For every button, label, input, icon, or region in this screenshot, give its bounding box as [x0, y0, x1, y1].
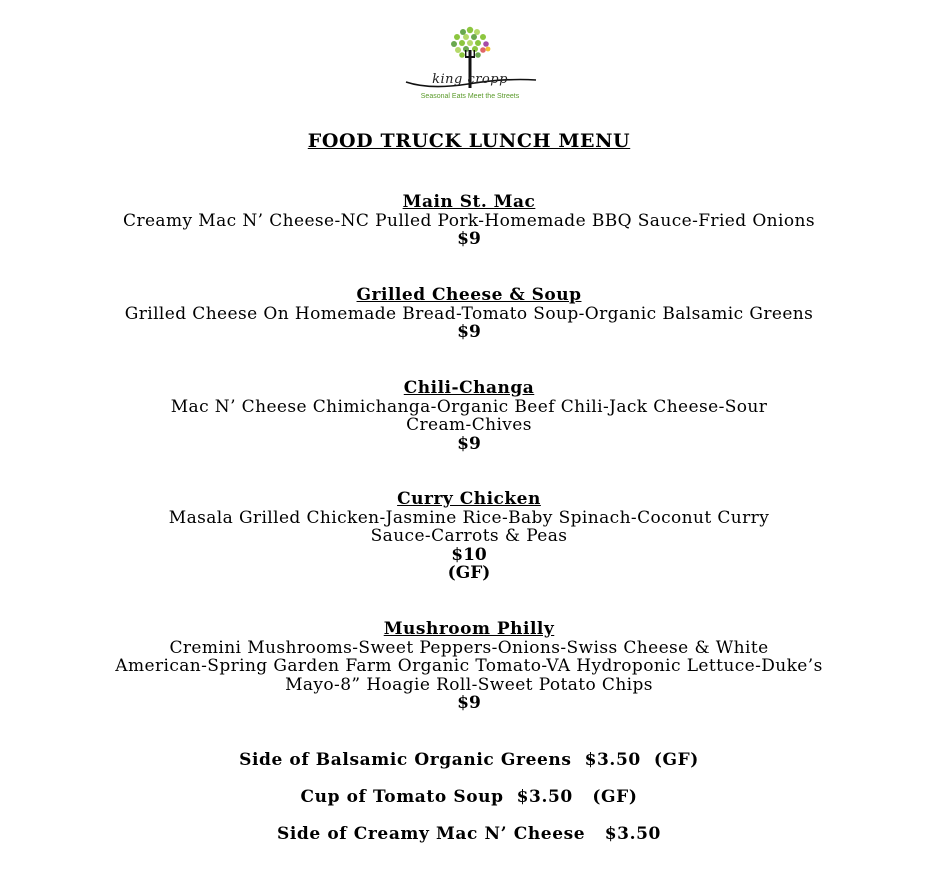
menu-item-name: Curry Chicken	[397, 489, 541, 509]
menu-item-description: Mac N’ Cheese Chimichanga-Organic Beef Chili-Jack Cheese-Sour	[170, 396, 768, 417]
menu-item-name: Chili-Changa	[403, 378, 535, 398]
menu-item-description: Sauce-Carrots & Peas	[370, 526, 568, 546]
menu-item-description: Grilled Cheese On Homemade Bread-Tomato Soup-Organic Balsamic Greens	[124, 303, 814, 324]
logo	[400, 20, 540, 106]
menu-item-name: Grilled Cheese & Soup	[356, 285, 582, 305]
menu-item-description: American-Spring Garden Farm Organic Tomato-VA Hydroponic Lettuce-Duke’s	[115, 656, 823, 676]
logo-tagline: Seasonal Eats Meet the Streets	[420, 93, 520, 100]
logo-brand-text: king cropp	[432, 72, 508, 87]
menu-item-price: $9	[457, 322, 481, 342]
side-item: Cup of Tomato Soup $3.50 (GF)	[300, 787, 638, 807]
menu-item	[0, 286, 938, 342]
menu-title: FOOD TRUCK LUNCH MENU	[307, 130, 631, 152]
menu-item-description: Cream-Chives	[406, 415, 532, 435]
menu-item	[0, 490, 938, 583]
menu-item	[0, 193, 938, 249]
gluten-free-note: (GF)	[447, 563, 491, 583]
menu-item	[0, 379, 938, 453]
side-item: Side of Balsamic Organic Greens $3.50 (GF)	[239, 750, 699, 770]
menu-item-price: $9	[457, 229, 481, 249]
menu-item-name: Main St. Mac	[402, 192, 536, 212]
menu-item-price: $9	[457, 693, 481, 713]
menu-item-price: $10	[451, 544, 487, 565]
menu-item	[0, 620, 938, 713]
menu-item-name: Mushroom Philly	[383, 619, 555, 639]
menu-item-description: Masala Grilled Chicken-Jasmine Rice-Baby Spinach-Coconut Curry	[168, 507, 770, 528]
menu-item-description: Cremini Mushrooms-Sweet Peppers-Onions-Swiss Cheese & White	[169, 637, 769, 658]
side-item: Side of Creamy Mac N’ Cheese $3.50	[276, 824, 661, 844]
menu-item-description: Mayo-8” Hoagie Roll-Sweet Potato Chips	[285, 674, 653, 695]
menu-item-price: $9	[457, 433, 481, 454]
menu-item-description: Creamy Mac N’ Cheese-NC Pulled Pork-Homemade BBQ Sauce-Fried Onions	[123, 210, 815, 231]
